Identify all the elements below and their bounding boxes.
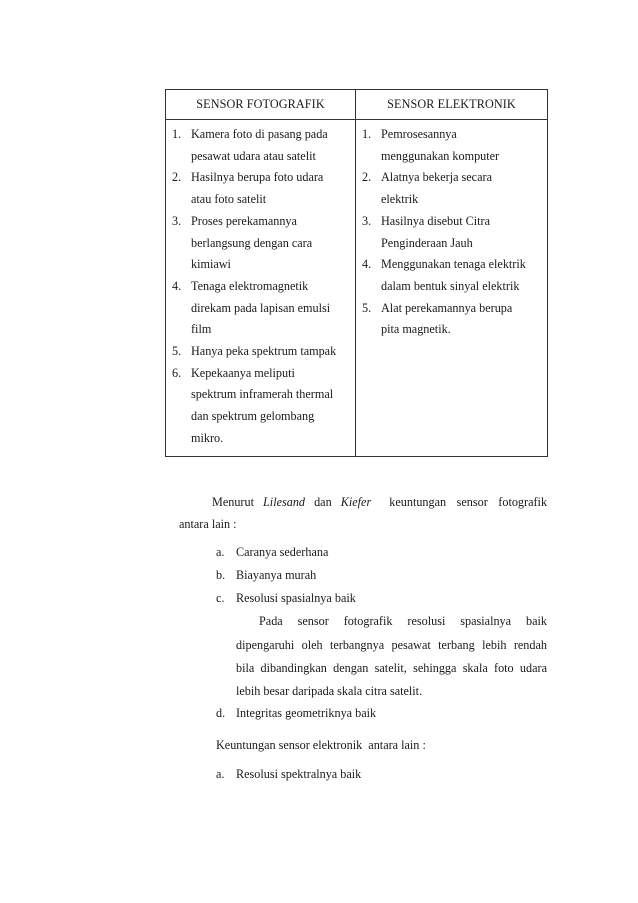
list-item — [172, 124, 351, 167]
list-label: c. — [216, 591, 225, 605]
list-text-line: Hasilnya berupa foto udara — [191, 170, 324, 185]
list-text-line: berlangsung dengan cara — [191, 235, 313, 250]
list-item — [216, 767, 361, 782]
intro-line-2: antara lain : — [179, 517, 237, 531]
list-text-line: elektrik — [381, 192, 419, 207]
list-label: a. — [216, 545, 225, 559]
list-text — [381, 298, 543, 341]
list-text-line: Proses perekamannya — [191, 213, 297, 228]
list-text-line: direkam pada lapisan emulsi — [191, 300, 331, 315]
list-text — [381, 167, 543, 210]
list-text-line: Alatnya bekerja secara — [381, 170, 492, 185]
list-text-line: film — [191, 322, 212, 337]
list-number: 6. — [172, 365, 182, 380]
list-item — [172, 211, 351, 276]
list-item — [216, 706, 376, 721]
list-text-line: pita magnetik. — [381, 322, 451, 337]
list-text-line: Tenaga elektromagnetik — [191, 278, 309, 293]
list-number: 5. — [172, 344, 182, 359]
list-number: 3. — [172, 213, 182, 228]
list-text-line: dalam bentuk sinyal elektrik — [381, 278, 520, 293]
list-text — [191, 124, 351, 167]
header-sensor-fotografik: SENSOR FOTOGRAFIK — [166, 90, 356, 120]
list-text-line: dan spektrum gelombang — [191, 409, 315, 424]
list-label: b. — [216, 568, 226, 582]
table-row — [166, 120, 548, 457]
list-text-line: Alat perekamannya berupa — [381, 300, 513, 315]
list-text-line: Hanya peka spektrum tampak — [191, 344, 337, 359]
intro-text: keuntungan sensor fotografik — [389, 495, 548, 509]
list-text — [381, 254, 543, 297]
elektronik-list — [362, 124, 543, 341]
list-text-line: pesawat udara atau satelit — [191, 148, 316, 163]
list-item — [216, 545, 328, 560]
elektronik-cell — [356, 120, 548, 457]
list-text-line: spektrum inframerah thermal — [191, 387, 334, 402]
list-text-line: Pemrosesannya — [381, 127, 457, 141]
list-number: 1. — [362, 127, 372, 141]
fotografik-list — [172, 124, 351, 450]
author-kiefer: Kiefer — [340, 495, 372, 509]
list-text: Caranya sederhana — [236, 545, 329, 559]
list-number: 2. — [172, 170, 182, 185]
elektronik-intro: Keuntungan sensor elektronik antara lain : — [216, 738, 426, 752]
list-text — [381, 211, 543, 254]
list-item — [362, 254, 543, 297]
list-item — [362, 298, 543, 341]
sensor-comparison-table — [165, 89, 548, 457]
list-text — [191, 211, 351, 276]
list-label: a. — [216, 767, 225, 781]
list-text — [191, 167, 351, 210]
list-item — [362, 124, 543, 167]
detail-line: lebih besar daripada skala citra satelit. — [236, 684, 423, 698]
detail-line: Pada sensor fotografik resolusi spasialnya baik — [259, 614, 547, 628]
list-text-line: Hasilnya disebut Citra — [381, 213, 490, 228]
list-number: 4. — [362, 257, 372, 272]
list-text-line: menggunakan komputer — [381, 148, 500, 163]
list-text: Integritas geometriknya baik — [236, 706, 377, 720]
intro-word: Menurut — [212, 495, 254, 509]
list-item — [172, 363, 351, 450]
detail-line: bila dibandingkan dengan satelit, sehingga skala foto udara — [236, 661, 547, 675]
list-item — [362, 211, 543, 254]
list-number: 5. — [362, 300, 372, 315]
list-number: 2. — [362, 170, 372, 185]
list-item — [216, 568, 316, 583]
table-header-row — [166, 90, 548, 120]
list-item — [172, 167, 351, 210]
list-text-line: kimiawi — [191, 257, 231, 272]
list-text: Resolusi spasialnya baik — [236, 591, 356, 605]
list-text-line: Kamera foto di pasang pada — [191, 127, 328, 141]
list-text-line: Kepekaanya meliputi — [191, 365, 295, 380]
list-text-line: Penginderaan Jauh — [381, 235, 473, 250]
intro-line-1 — [179, 494, 547, 510]
list-item — [172, 276, 351, 341]
list-number: 3. — [362, 213, 372, 228]
detail-line: dipengaruhi oleh terbangnya pesawat terbang lebih rendah — [236, 638, 547, 652]
list-item — [172, 341, 351, 363]
list-text — [191, 363, 351, 450]
list-text — [381, 124, 543, 167]
list-text-line: Menggunakan tenaga elektrik — [381, 257, 526, 272]
header-sensor-elektronik: SENSOR ELEKTRONIK — [356, 90, 548, 120]
list-number: 1. — [172, 127, 182, 141]
list-item — [216, 591, 356, 606]
list-text-line: mikro. — [191, 430, 224, 445]
list-text-line: atau foto satelit — [191, 192, 267, 207]
list-text: Biayanya murah — [236, 568, 317, 582]
fotografik-cell — [166, 120, 356, 457]
list-text — [191, 341, 351, 363]
list-label: d. — [216, 706, 226, 720]
list-item — [362, 167, 543, 210]
author-lilesand: Lilesand — [263, 495, 306, 509]
list-text: Resolusi spektralnya baik — [236, 767, 362, 781]
list-text — [191, 276, 351, 341]
intro-word: dan — [314, 495, 332, 509]
list-number: 4. — [172, 278, 182, 293]
